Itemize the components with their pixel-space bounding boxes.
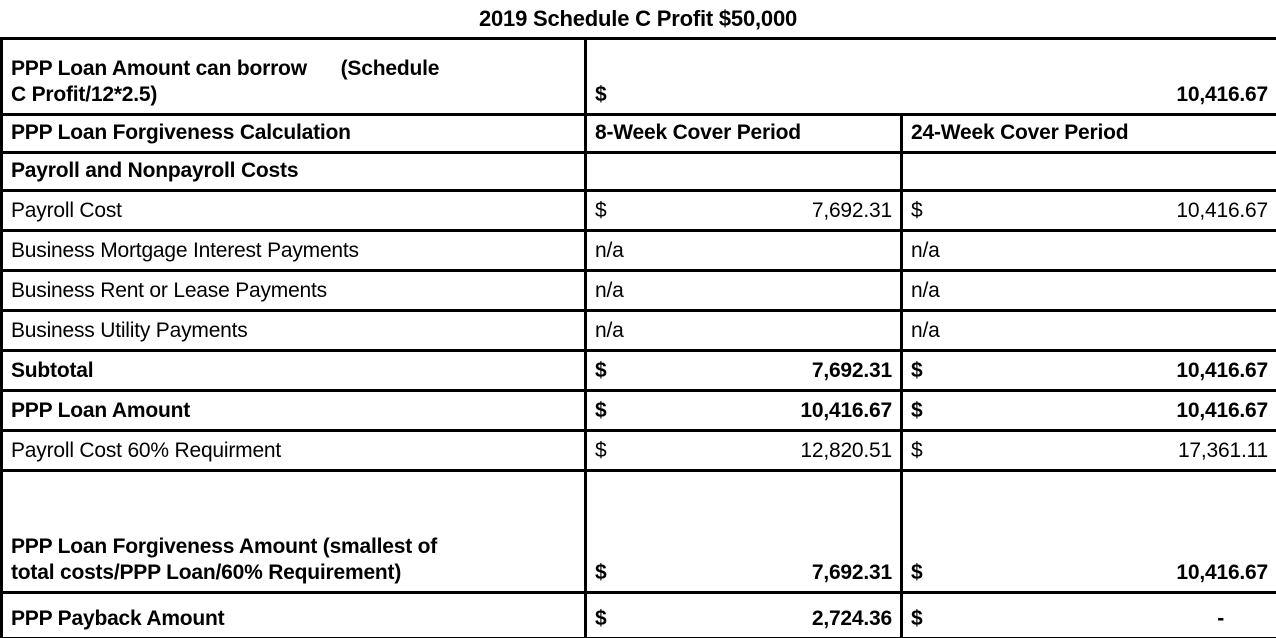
- requirement60-24wk-cell: [902, 431, 1276, 471]
- rent-24wk-cell: n/a: [902, 271, 1276, 311]
- forgiveness-24wk-cell: [902, 471, 1276, 593]
- utility-8wk-cell: n/a: [586, 311, 902, 351]
- row-payroll-cost: [2, 191, 1276, 231]
- forgiveness-24wk-amount: 10,416.67: [1176, 561, 1269, 584]
- row-60pct-requirement: [2, 431, 1276, 471]
- col24-header-cell: 24-Week Cover Period: [902, 115, 1276, 153]
- currency-symbol: $: [911, 399, 923, 422]
- calc-header-cell: PPP Loan Forgiveness Calculation: [2, 115, 586, 153]
- section-24wk-cell: [902, 153, 1276, 191]
- subtotal-8wk-amount: 7,692.31: [811, 359, 892, 382]
- mortgage-label-cell: Business Mortgage Interest Payments: [2, 231, 586, 271]
- subtotal-24wk-cell: [902, 351, 1276, 391]
- forgiveness-8wk-cell: [586, 471, 902, 593]
- row-utility: [2, 311, 1276, 351]
- loan-amount-8wk-cell: [586, 391, 902, 431]
- payback-24wk-cell: [902, 593, 1276, 638]
- borrow-label-line1: PPP Loan Amount can borrow (Schedule: [11, 57, 440, 80]
- requirement60-8wk-cell: [586, 431, 902, 471]
- col8-header-cell: 8-Week Cover Period: [586, 115, 902, 153]
- row-header: [2, 115, 1276, 153]
- payroll-cost-24wk-cell: [902, 191, 1276, 231]
- currency-symbol: $: [911, 359, 923, 382]
- currency-symbol: $: [911, 561, 923, 584]
- sheet-title: 2019 Schedule C Profit $50,000: [478, 5, 798, 31]
- loan-amount-8wk-amount: 10,416.67: [800, 399, 892, 422]
- currency-symbol: $: [911, 439, 923, 462]
- mortgage-24wk-cell: n/a: [902, 231, 1276, 271]
- currency-symbol: $: [595, 83, 607, 106]
- loan-amount-label-cell: PPP Loan Amount: [2, 391, 586, 431]
- utility-24wk-cell: n/a: [902, 311, 1276, 351]
- requirement60-8wk-amount: 12,820.51: [800, 439, 892, 462]
- requirement60-24wk-amount: 17,361.11: [1177, 439, 1269, 462]
- forgiveness-8wk-amount: 7,692.31: [811, 561, 892, 584]
- forgiveness-label-cell: [2, 471, 586, 593]
- payroll-cost-label-cell: Payroll Cost: [2, 191, 586, 231]
- payback-8wk-amount: 2,724.36: [811, 607, 892, 630]
- borrow-label-cell: [2, 39, 586, 115]
- row-loan-amount: [2, 391, 1276, 431]
- currency-symbol: $: [911, 607, 923, 630]
- forgiveness-label-line2: total costs/PPP Loan/60% Requirement): [11, 561, 402, 584]
- rent-label-cell: Business Rent or Lease Payments: [2, 271, 586, 311]
- currency-symbol: $: [595, 607, 607, 630]
- rent-8wk-cell: n/a: [586, 271, 902, 311]
- requirement60-label-cell: Payroll Cost 60% Requirment: [2, 431, 586, 471]
- payroll-cost-24wk-amount: 10,416.67: [1176, 199, 1269, 222]
- borrow-label-line2: C Profit/12*2.5): [11, 83, 158, 106]
- payback-24wk-amount: -: [1217, 607, 1225, 630]
- borrow-amount: 10,416.67: [1176, 83, 1269, 106]
- forgiveness-label-line1: PPP Loan Forgiveness Amount (smallest of: [11, 535, 438, 558]
- subtotal-label-cell: Subtotal: [2, 351, 586, 391]
- row-forgiveness: [2, 471, 1276, 593]
- payroll-cost-8wk-amount: 7,692.31: [811, 199, 892, 222]
- utility-label-cell: Business Utility Payments: [2, 311, 586, 351]
- currency-symbol: $: [595, 199, 607, 222]
- row-mortgage: [2, 231, 1276, 271]
- row-borrow: [2, 39, 1276, 115]
- row-subtotal: [2, 351, 1276, 391]
- payback-8wk-cell: [586, 593, 902, 638]
- section-label-cell: Payroll and Nonpayroll Costs: [2, 153, 586, 191]
- currency-symbol: $: [595, 359, 607, 382]
- payroll-cost-8wk-cell: [586, 191, 902, 231]
- currency-symbol: $: [595, 399, 607, 422]
- loan-amount-24wk-cell: [902, 391, 1276, 431]
- subtotal-24wk-amount: 10,416.67: [1176, 359, 1269, 382]
- row-rent: [2, 271, 1276, 311]
- payback-label-cell: PPP Payback Amount: [2, 593, 586, 638]
- borrow-amount-cell: [586, 39, 1276, 115]
- section-8wk-cell: [586, 153, 902, 191]
- currency-symbol: $: [595, 439, 607, 462]
- row-section-costs: [2, 153, 1276, 191]
- mortgage-8wk-cell: n/a: [586, 231, 902, 271]
- row-payback: [2, 593, 1276, 638]
- currency-symbol: $: [911, 199, 923, 222]
- currency-symbol: $: [595, 561, 607, 584]
- loan-amount-24wk-amount: 10,416.67: [1176, 399, 1269, 422]
- subtotal-8wk-cell: [586, 351, 902, 391]
- ppp-calculation-table: [0, 37, 1276, 638]
